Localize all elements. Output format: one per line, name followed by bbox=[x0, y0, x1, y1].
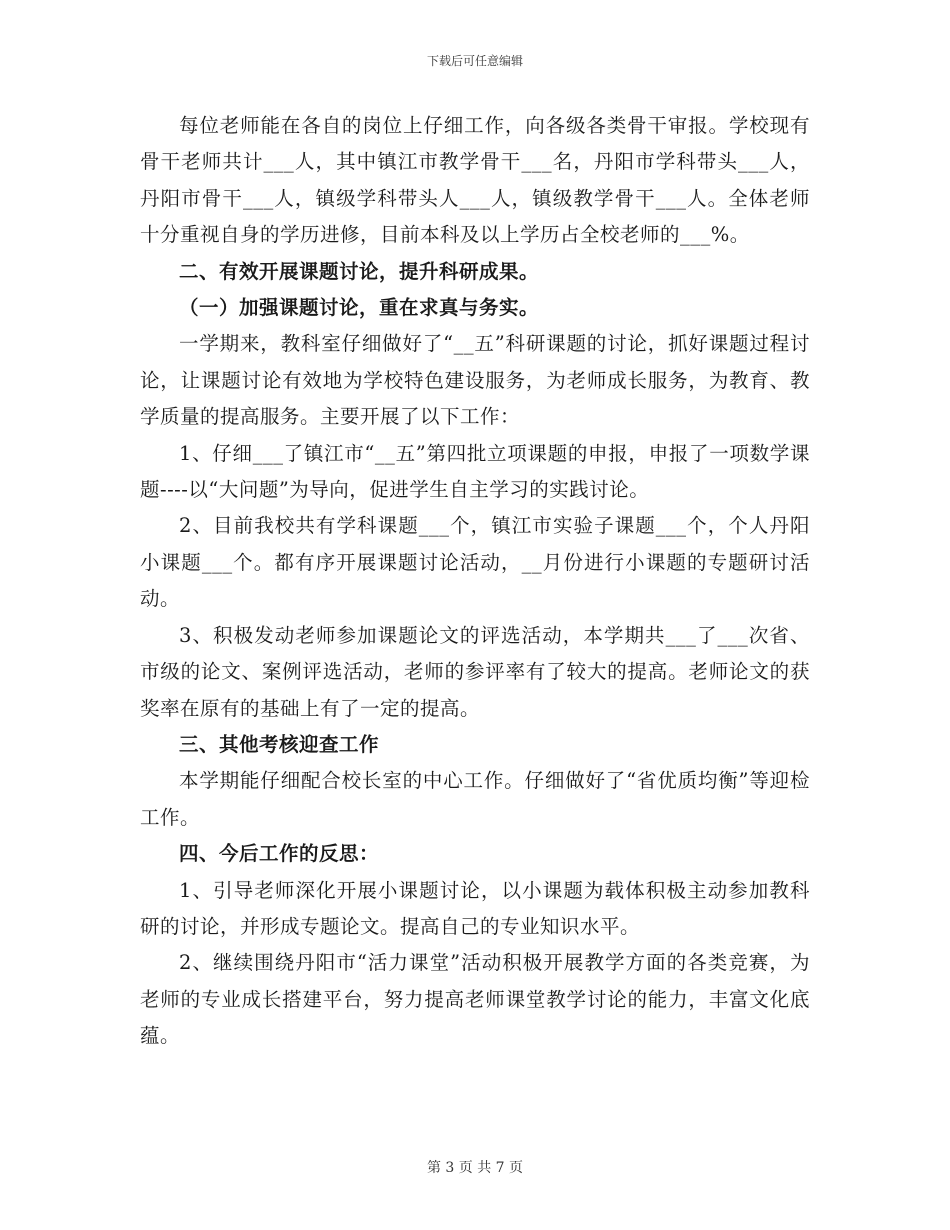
page-header: 下载后可任意编辑 bbox=[426, 54, 523, 68]
section-heading-2: 二、有效开展课题讨论，提升科研成果。 bbox=[179, 259, 540, 283]
paragraph-reflection-1: 1、引导老师深化开展小课题讨论，以小课题为载体积极主动参加教科研的讨论，并形成专题论文。提高自己的专业知识水平。 bbox=[140, 878, 810, 938]
paragraph-research-overview: 一学期来，教科室仔细做好了“__五”科研课题的讨论，抓好课题过程讨论，让课题讨论有效地为学校特色建设服务，为老师成长服务，为教育、教学质量的提高服务。主要开展了以下工作： bbox=[140, 332, 810, 429]
paragraph-item-1: 1、仔细___了镇江市“__五”第四批立项课题的申报，申报了一项数学课题----以“大问题”为导向，促进学生自主学习的实践讨论。 bbox=[140, 441, 810, 502]
section-heading-4: 四、今后工作的反思： bbox=[179, 842, 380, 866]
page-number: 第 3 页 共 7 页 bbox=[426, 1160, 524, 1176]
section-heading-3: 三、其他考核迎查工作 bbox=[179, 732, 380, 756]
paragraph-item-3: 3、积极发动老师参加课题论文的评选活动，本学期共___了___次省、市级的论文、案例评选活动，老师的参评率有了较大的提高。老师论文的获奖率在原有的基础上有了一定的提高。 bbox=[140, 623, 810, 720]
document-body bbox=[140, 108, 810, 1055]
paragraph-inspection: 本学期能仔细配合校长室的中心工作。仔细做好了“省优质均衡”等迎检工作。 bbox=[140, 769, 810, 829]
paragraph-reflection-2: 2、继续围绕丹阳市“活力课堂”活动积极开展教学方面的各类竞赛，为老师的专业成长搭建平台，努力提高老师课堂教学讨论的能力，丰富文化底蕴。 bbox=[140, 951, 810, 1048]
paragraph-item-2: 2、目前我校共有学科课题___个，镇江市实验子课题___个，个人丹阳小课题___个。都有序开展课题讨论活动，__月份进行小课题的专题研讨活动。 bbox=[140, 514, 810, 611]
paragraph-backbone-teachers: 每位老师能在各自的岗位上仔细工作，向各级各类骨干审报。学校现有骨干老师共计___人，其中镇江市教学骨干___名，丹阳市学科带头___人，丹阳市骨干___人，镇级学科带头人___人，镇级教学骨干___人。全体老师十分重视自身的学历进修，目前本科及以上学历占全校老师的___%。 bbox=[140, 114, 810, 247]
subsection-heading-1: （一）加强课题讨论，重在求真与务实。 bbox=[179, 296, 540, 320]
